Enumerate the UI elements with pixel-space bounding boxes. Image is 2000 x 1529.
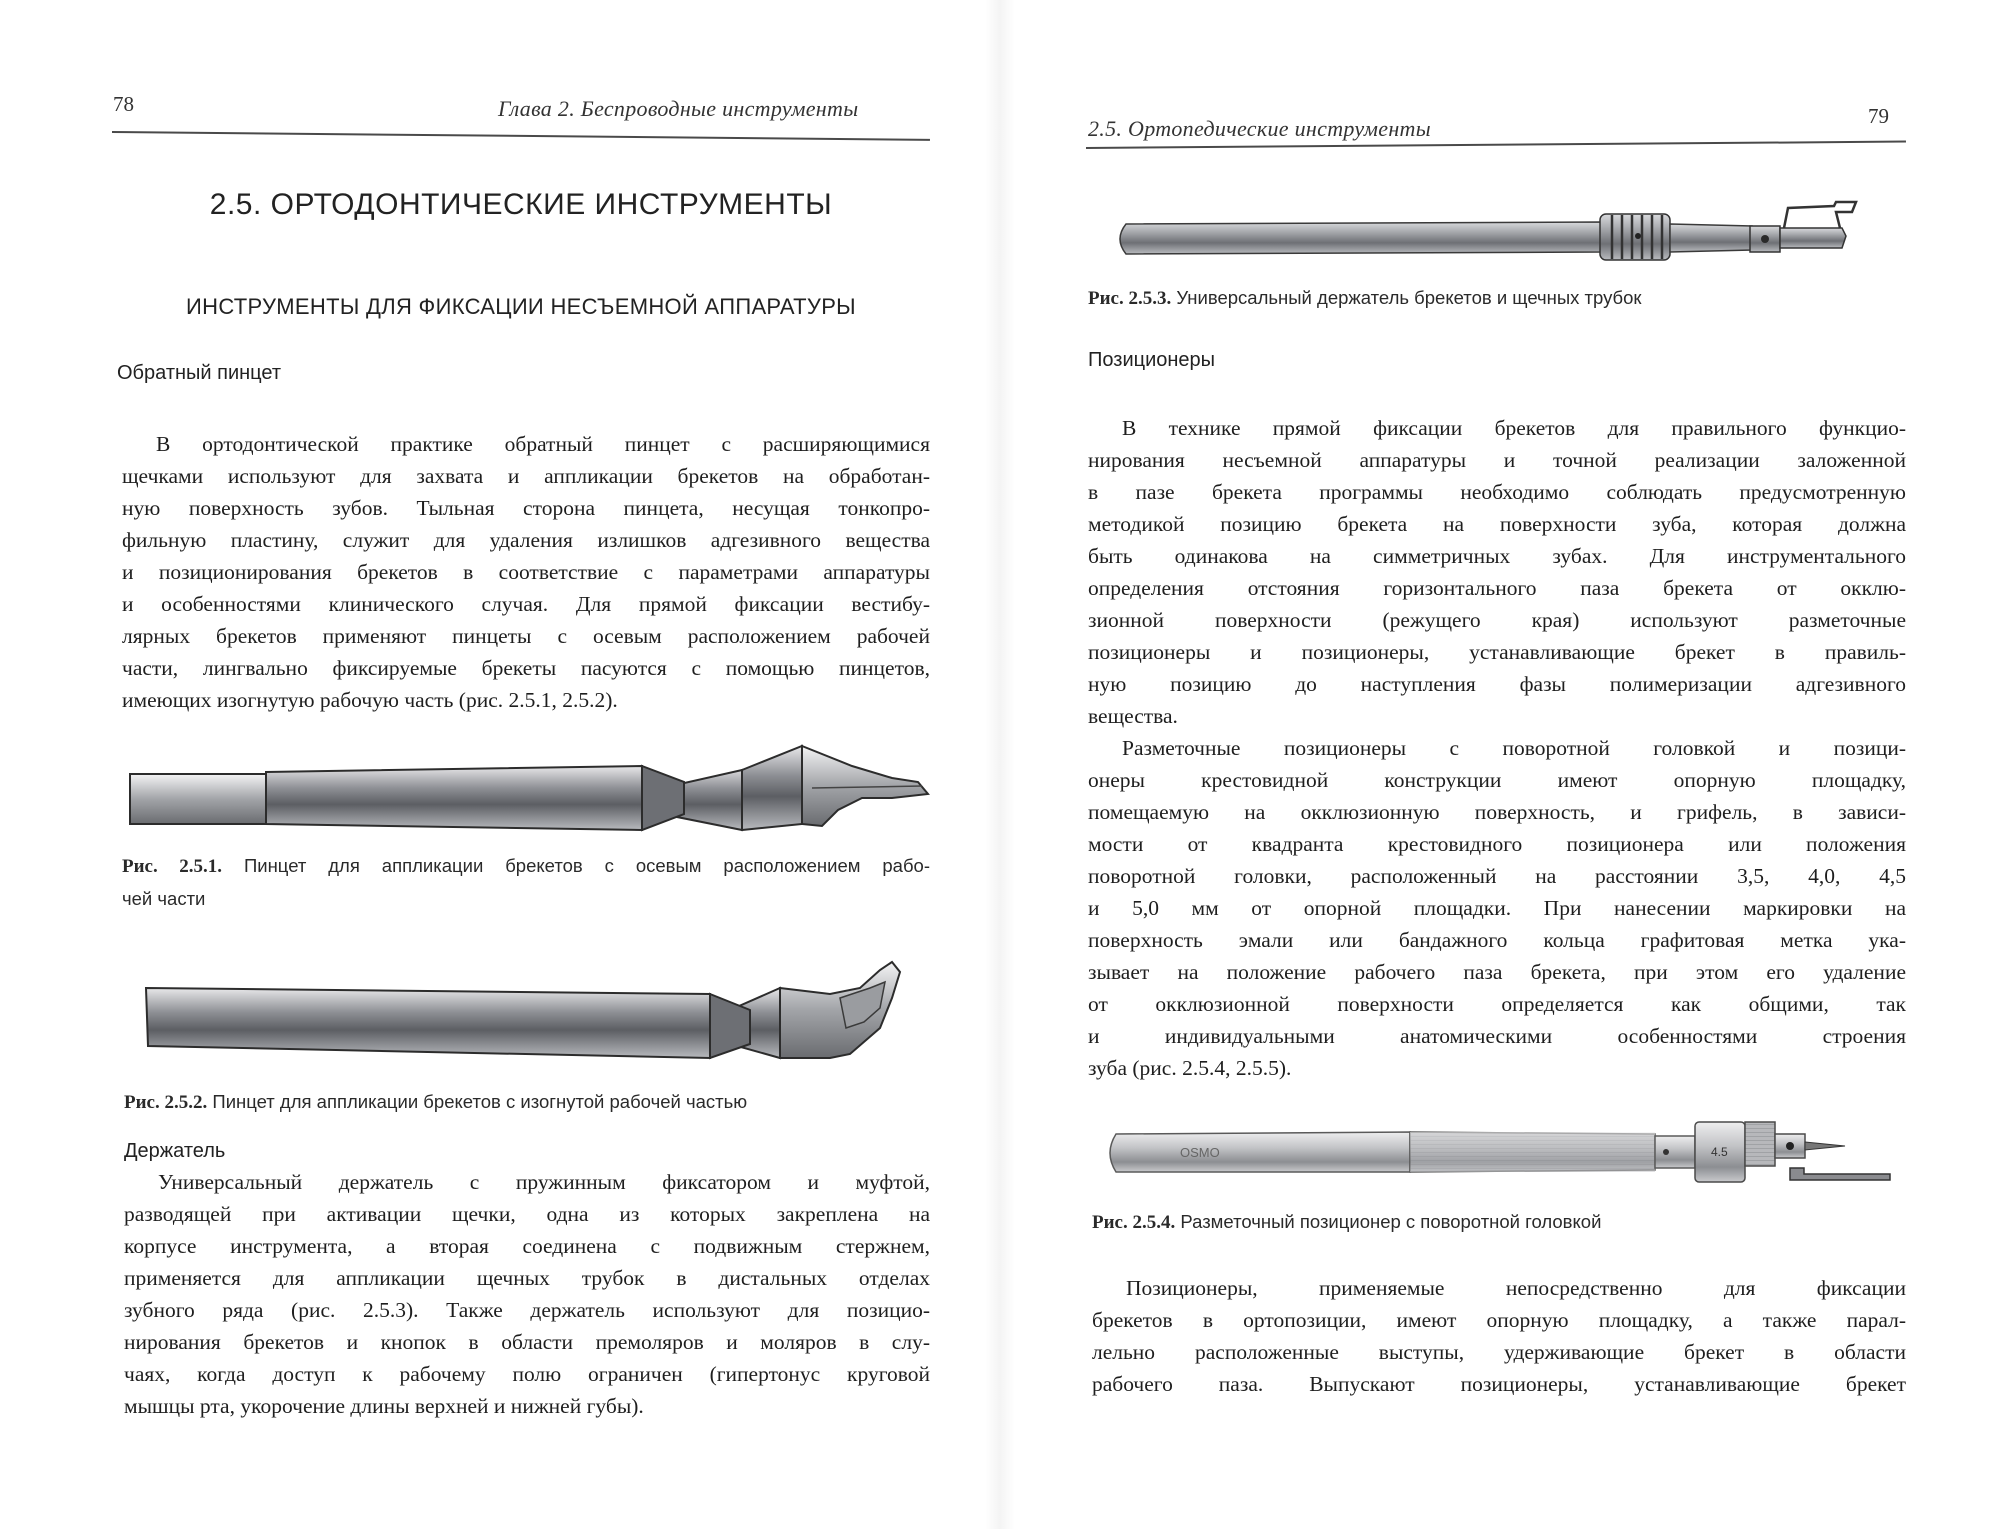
heading-holder: Держатель (124, 1140, 226, 1162)
heading-reverse-tweezers: Обратный пинцет (117, 362, 282, 384)
text-line: разводящей при активации щечки, одна из которых закреплена на (124, 1202, 930, 1226)
figure-label: Рис. 2.5.2. (124, 1092, 208, 1113)
caption-text: Универсальный держатель брекетов и щечных трубок (1176, 287, 1642, 308)
text-line: В ортодонтической практике обратный пинцет с расширяющимися (156, 432, 930, 456)
text-line: рабочего паза. Выпускают позиционеры, устанавливающие брекет (1092, 1372, 1906, 1396)
text-line: фильную пластину, служит для удаления излишков адгезивного вещества (122, 528, 930, 552)
text-line: поворотной головки, расположенный на расстоянии 3,5, 4,0, 4,5 (1088, 864, 1906, 888)
figure-label: Рис. 2.5.4. (1092, 1212, 1176, 1233)
right-page (1000, 0, 2000, 1529)
subsection-title: ИНСТРУМЕНТЫ ДЛЯ ФИКСАЦИИ НЕСЪЕМНОЙ АППАРАТУРЫ (186, 294, 856, 319)
text-line: помещаемую на окклюзионную поверхность, и грифель, в зависи- (1088, 800, 1906, 824)
caption-text: Разметочный позиционер с поворотной головкой (1180, 1211, 1602, 1232)
engraving-text: 4.5 (1711, 1145, 1728, 1159)
text-line: и особенностями клинического случая. Для прямой фиксации вестибу- (122, 592, 930, 616)
paragraph-reverse-tweezers (122, 428, 930, 716)
paragraph-positioners-3 (1092, 1272, 1906, 1400)
text-line: Разметочные позиционеры с поворотной головкой и позици- (1122, 736, 1906, 760)
paragraph-positioners-1 (1088, 412, 1906, 1084)
figure-label: Рис. 2.5.1. (122, 856, 223, 877)
text-line: позиционеры и позиционеры, устанавливающие брекет в правиль- (1088, 640, 1906, 664)
text-line: щечками используют для захвата и аппликации брекетов на обработан- (122, 464, 930, 488)
text-line: ную позицию до наступления фазы полимеризации адгезивного (1088, 672, 1906, 696)
text-line: вещества. (1088, 704, 1178, 728)
heading-positioners: Позиционеры (1088, 349, 1216, 371)
text-line: и индивидуальными анатомическими особенностями строения (1088, 1024, 1906, 1048)
caption-text: Пинцет для аппликации брекетов с изогнутой рабочей частью (212, 1091, 748, 1112)
text-line: определения отстояния горизонтального паза брекета от окклю- (1088, 576, 1906, 600)
text-line: зывает на положение рабочего паза брекета, при этом его удаление (1088, 960, 1906, 984)
text-line: мышцы рта, укорочение длины верхней и нижней губы). (124, 1394, 644, 1418)
text-line: быть одинакова на симметричных зубах. Для инструментального (1088, 544, 1906, 568)
text-line: и 5,0 мм от опорной площадки. При нанесении маркировки на (1088, 896, 1906, 920)
text-line: зионной поверхности (режущего края) используют разметочные (1088, 608, 1906, 632)
figure-label: Рис. 2.5.3. (1088, 288, 1172, 309)
text-line: зубного ряда (рис. 2.5.3). Также держатель используют для позицио- (124, 1298, 930, 1322)
text-line: В технике прямой фиксации брекетов для правильного функцио- (1122, 416, 1906, 440)
page-number: 78 (113, 92, 134, 116)
text-line: и позиционирования брекетов в соответствие с параметрами аппаратуры (122, 560, 930, 584)
text-line: брекетов в ортопозиции, имеют опорную площадку, а также парал- (1092, 1308, 1906, 1332)
text-line: чаях, когда доступ к рабочему полю ограничен (гипертонус круговой (124, 1362, 930, 1386)
paragraph-holder (124, 1166, 930, 1422)
caption-text: Пинцет для аппликации брекетов с осевым расположением рабо- (243, 855, 930, 876)
figure-2-5-1-image (122, 738, 934, 838)
text-line: применяется для аппликации щечных трубок в дистальных отделах (124, 1266, 930, 1290)
running-head: Глава 2. Беспроводные инструменты (498, 96, 859, 121)
text-line: лельно расположенные выступы, удерживающие брекет в области (1092, 1340, 1906, 1364)
text-line: мости от квадранта крестовидного позиционера или положения (1088, 832, 1906, 856)
text-line: части, лингвально фиксируемые брекеты пасуются с помощью пинцетов, (122, 656, 930, 680)
header-rule (112, 131, 930, 141)
figure-2-5-3-caption (1088, 282, 1900, 315)
figure-2-5-3-image (1112, 198, 1892, 270)
figure-2-5-4-caption (1092, 1206, 1904, 1239)
text-line: лярных брекетов применяют пинцеты с осевым расположением рабочей (122, 624, 930, 648)
figure-2-5-2-image (140, 958, 920, 1078)
text-line: методикой позицию брекета на поверхности зуба, которая должна (1088, 512, 1906, 536)
text-line: Позиционеры, применяемые непосредственно для фиксации (1126, 1276, 1906, 1300)
text-line: нирования брекетов и кнопок в области премоляров и моляров в слу- (124, 1330, 930, 1354)
text-line: онеры крестовидной конструкции имеют опорную площадку, (1088, 768, 1906, 792)
figure-2-5-4-image (1100, 1112, 1900, 1192)
text-line: в пазе брекета программы необходимо соблюдать предусмотренную (1088, 480, 1906, 504)
running-head: 2.5. Ортопедические инструменты (1088, 116, 1431, 141)
text-line: корпусе инструмента, а вторая соединена с подвижным стержнем, (124, 1234, 930, 1258)
text-line: поверхность эмали или бандажного кольца графитовая метка ука- (1088, 928, 1906, 952)
text-line: от окклюзионной поверхности определяется как общими, так (1088, 992, 1906, 1016)
page-number: 79 (1868, 104, 1889, 128)
text-line: имеющих изогнутую рабочую часть (рис. 2.5.1, 2.5.2). (122, 688, 618, 712)
text-line: Универсальный держатель с пружинным фиксатором и муфтой, (158, 1170, 930, 1194)
section-title: 2.5. ОРТОДОНТИЧЕСКИЕ ИНСТРУМЕНТЫ (209, 188, 833, 221)
engraving-text: OSMO (1180, 1145, 1220, 1160)
figure-2-5-2-caption (124, 1086, 932, 1119)
caption-text: чей части (122, 888, 206, 909)
text-line: ную поверхность зубов. Тыльная сторона пинцета, несущая тонкопро- (122, 496, 930, 520)
figure-2-5-1-caption (122, 850, 930, 915)
text-line: нирования несъемной аппаратуры и точной реализации заложенной (1088, 448, 1906, 472)
text-line: зуба (рис. 2.5.4, 2.5.5). (1088, 1056, 1292, 1080)
